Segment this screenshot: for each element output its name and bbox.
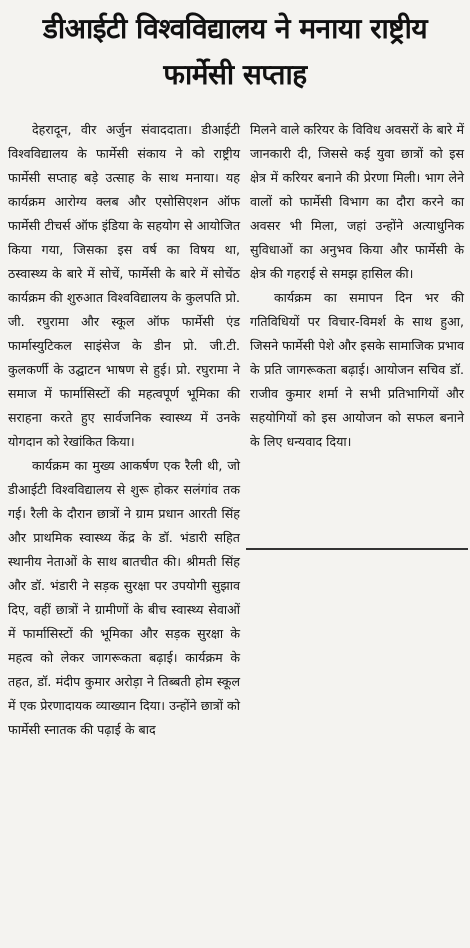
column-end-rule [246, 548, 468, 550]
paragraph-rally: कार्यक्रम का मुख्य आकर्षण एक रैली थी, जो डीआईटी विश्वविद्यालय से शुरू होकर सलंगांव तक गई। रैली के दौरान छात्रों ने ग्राम प्रधान आरती सिंह और प्राथमिक स्वास्थ्य केंद्र के डॉ. भंडारी सहित स्थानीय नेताओं के साथ बातचीत की। श्रीमती सिंह और डॉ. भंडारी ने सड़क सुरक्षा पर उपयोगी सुझाव दिए, वहीं छात्रों ने ग्रामीणों के बीच स्वास्थ्य सेवाओं में फार्मासिस्टों की भूमिका और सड़क सुरक्षा के महत्व को लेकर जागरूकता बढ़ाई। कार्यक्रम के तहत, डॉ. मंदीप कुमार अरोड़ा ने तिब्बती होम स्कूल में एक प्रेरणादायक व्याख्यान दिया। उन्होंने छात्रों को फार्मेसी स्नातक की पढ़ाई के बाद [8, 458, 240, 737]
headline [0, 6, 470, 98]
left-column [8, 118, 240, 742]
paragraph-continuation: मिलने वाले करियर के विविध अवसरों के बारे में जानकारी दी, जिससे कई युवा छात्रों को इस क्षेत्र में करियर बनाने की प्रेरणा मिली। भाग लेने वालों को फार्मेसी विभाग का दौरा करने का अवसर भी मिला, जहां उन्होंने अत्याधुनिक सुविधाओं का अनुभव किया और फार्मेसी के क्षेत्र की गहराई से समझ हासिल की। [250, 122, 464, 281]
paragraph-intro: देहरादून, वीर अर्जुन संवाददाता। डीआईटी विश्वविद्यालय के फार्मेसी संकाय ने को राष्ट्रीय फार्मेसी सप्ताह बड़े उत्साह के साथ मनाया। यह कार्यक्रम आरोग्य क्लब और एसोसिएशन ऑफ फार्मेसी टीचर्स ऑफ इंडिया के सहयोग से आयोजित किया गया, जिसका इस वर्ष का विषय था, ठस्वास्थ्य के बारे में सोचें, फार्मेसी के बारे में सोचेंठ कार्यक्रम की शुरुआत विश्वविद्यालय के कुलपति प्रो. जी. रघुरामा और स्कूल ऑफ फार्मेसी एंड फार्मास्युटिकल साइंसेज के डीन प्रो. जी.टी. कुलकर्णी के उद्घाटन भाषण से हुई। प्रो. रघुरामा ने समाज में फार्मासिस्टों की महत्वपूर्ण भूमिका की सराहना करते हुए सार्वजनिक स्वास्थ्य में उनके योगदान को रेखांकित किया। [8, 122, 240, 449]
right-column [250, 118, 464, 454]
paragraph-conclusion: कार्यक्रम का समापन दिन भर की गतिविधियों पर विचार-विमर्श के साथ हुआ, जिसने फार्मेसी पेशे और इसके सामाजिक प्रभाव के प्रति जागरूकता बढ़ाई। आयोजन सचिव डॉ. राजीव कुमार शर्मा ने सभी प्रतिभागियों और सहयोगियों को इस आयोजन को सफल बनाने के लिए धन्यवाद दिया। [250, 290, 464, 449]
headline-line-2: फार्मेसी सप्ताह [163, 58, 307, 91]
headline-line-1: डीआईटी विश्वविद्यालय ने मनाया राष्ट्रीय [42, 12, 428, 45]
